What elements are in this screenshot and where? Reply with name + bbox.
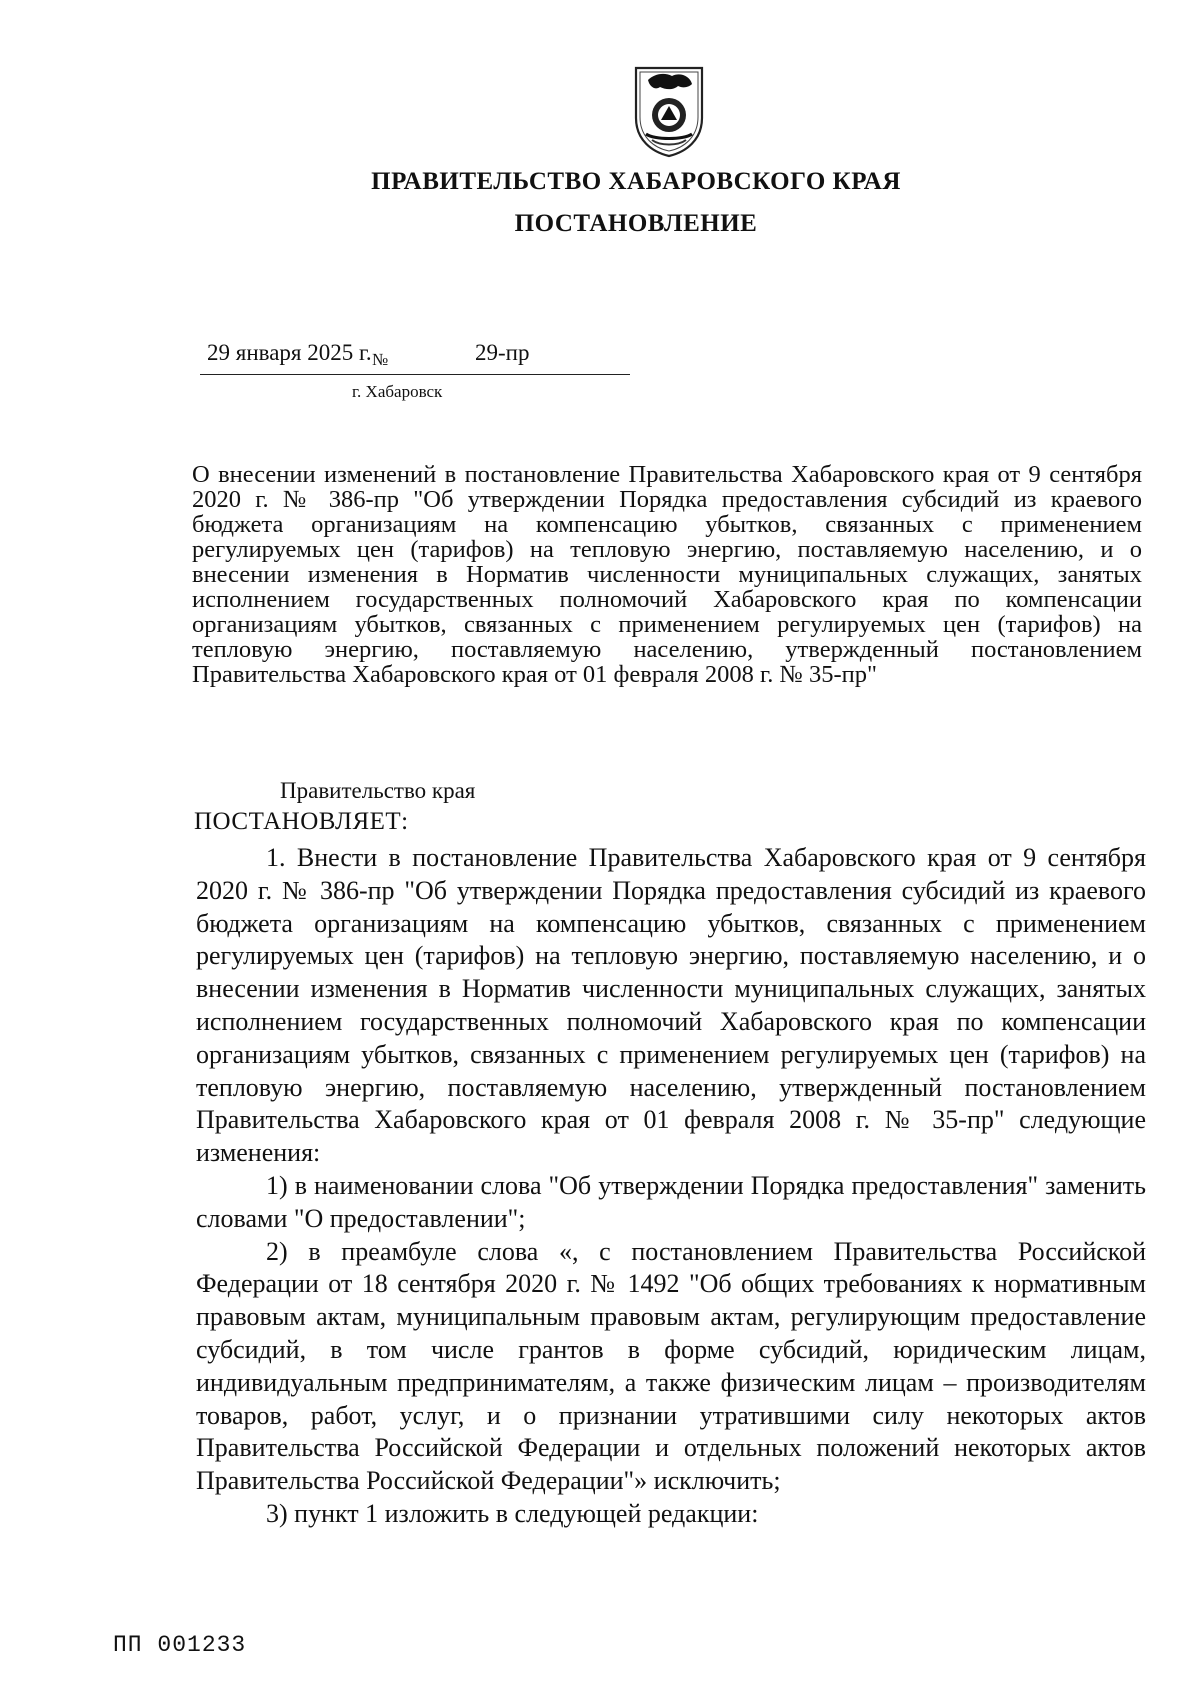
date-underline	[200, 374, 630, 375]
decree-word: ПОСТАНОВЛЯЕТ:	[194, 808, 409, 835]
preamble-text: Правительство края	[280, 778, 476, 803]
document-number: 29-пр	[475, 340, 530, 365]
paragraph-1-3: 3) пункт 1 изложить в следующей редакции:	[266, 1498, 759, 1528]
city-name: г. Хабаровск	[352, 382, 443, 401]
coat-of-arms-icon	[630, 62, 708, 158]
paragraph-1-2: 2) в преамбуле слова «, с постановлением Правительства Российской Федерации от 18 сентября 2020 г. № 1492 "Об общих требованиях к нормативным правовым актам, муниципальным правовым актам, регулирующим предоставление субсидий, в том числе грантов в форме субсидий, юридическим лицам, индивидуальным предпринимателям, а также физическим лицам – производителям товаров, работ, услуг, и о признании утратившими силу некоторых актов Правительства Российской Федерации и отдельных положений некоторых актов Правительства Российской Федерации"» исключить;	[196, 1236, 1146, 1496]
number-sign: №	[372, 350, 389, 369]
paragraph-1: 1. Внести в постановление Правительства Хабаровского края от 9 сентября 2020 г. № 386-пр "Об утверждении Порядка предоставления субсидий из краевого бюджета организациям на компенсацию убытков, связанных с применением регулируемых цен (тарифов) на тепловую энергию, поставляемую населению, и о внесении изменения в Норматив численности муниципальных служащих, занятых исполнением государственных полномочий Хабаровского края по компенсации организациям убытков, связанных с применением регулируемых цен (тарифов) на тепловую энергию, поставляемую населению, утвержденный постановлением Правительства Хабаровского края от 01 февраля 2008 г. № 35-пр" следующие изменения:	[196, 843, 1146, 1168]
document-body	[196, 842, 1146, 1531]
government-name: ПРАВИТЕЛЬСТВО ХАБАРОВСКОГО КРАЯ	[371, 168, 901, 195]
date-number-block	[200, 340, 630, 380]
paragraph-1-1: 1) в наименовании слова "Об утверждении Порядка предоставления" заменить словами "О предоставлении";	[196, 1170, 1146, 1233]
document-title: О внесении изменений в постановление Правительства Хабаровского края от 9 сентября 2020 г. № 386-пр "Об утверждении Порядка предоставления субсидий из краевого бюджета организациям на компенсацию убытков, связанных с применением регулируемых цен (тарифов) на тепловую энергию, поставляемую населению, и о внесении изменения в Норматив численности муниципальных служащих, занятых исполнением государственных полномочий Хабаровского края по компенсации организациям убытков, связанных с применением регулируемых цен (тарифов) на тепловую энергию, поставляемую населению, утвержденный постановлением Правительства Хабаровского края от 01 февраля 2008 г. № 35-пр"	[192, 461, 1142, 688]
document-type: ПОСТАНОВЛЕНИЕ	[514, 210, 758, 237]
footer-code: ПП 001233	[113, 1632, 247, 1658]
document-date: 29 января 2025 г.	[207, 340, 372, 365]
